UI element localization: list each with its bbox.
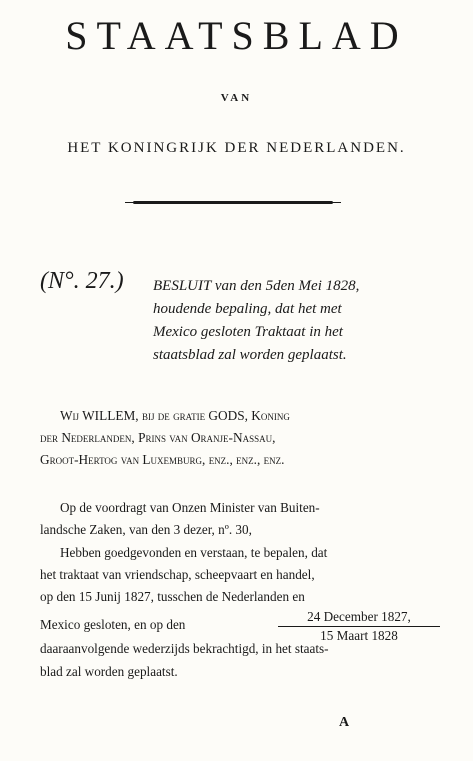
ratification-dates bbox=[278, 608, 440, 644]
publication-title: STAATSBLAD bbox=[65, 13, 408, 58]
body-line bbox=[40, 661, 440, 683]
decorative-rule bbox=[133, 201, 333, 204]
body-line-text: Op de voordragt van Onzen Minister van Buiten- bbox=[60, 500, 320, 515]
intro-line: Wij WILLEM, bij de gratie GODS, Koning bbox=[60, 408, 290, 423]
body-line bbox=[40, 586, 440, 608]
decree-line: Mexico gesloten Traktaat in het bbox=[153, 324, 343, 340]
body-line bbox=[40, 564, 440, 586]
body-line-text: op den 15 Junij 1827, tusschen de Nederlanden en bbox=[40, 589, 305, 605]
intro-line: Groot-Hertog van Luxemburg, enz., enz., enz. bbox=[40, 452, 285, 467]
decree-body bbox=[40, 497, 440, 683]
body-line-text: het traktaat van vriendschap, scheepvaart en handel, bbox=[40, 566, 315, 582]
body-line-text: Hebben goedgevonden en verstaan, te bepalen, dat bbox=[60, 544, 328, 560]
decree-line: BESLUIT van den 5den Mei 1828, bbox=[153, 278, 360, 294]
ratification-date-bottom: 15 Maart 1828 bbox=[320, 628, 398, 644]
body-line bbox=[40, 542, 440, 564]
body-line-text: daaraanvolgende wederzijds bekrachtigd, in het staats- bbox=[40, 641, 329, 657]
catchword: A bbox=[339, 715, 350, 730]
intro-line: der Nederlanden, Prins van Oranje-Nassau, bbox=[40, 430, 276, 445]
kingdom-heading: HET KONINGRIJK DER NEDERLANDEN. bbox=[67, 140, 406, 156]
date-fraction-line bbox=[40, 608, 440, 644]
royal-intro bbox=[40, 405, 438, 471]
body-line-text: landsche Zaken, van den 3 dezer, nº. 30, bbox=[40, 522, 252, 538]
body-line-text: blad zal worden geplaatst. bbox=[40, 663, 178, 679]
decree-line: houdende bepaling, dat het met bbox=[153, 301, 342, 317]
decree-line: staatsblad zal worden geplaatst. bbox=[153, 347, 347, 363]
body-line bbox=[40, 519, 440, 541]
ratification-date-top: 24 December 1827, bbox=[278, 608, 440, 627]
body-line bbox=[40, 497, 440, 519]
body-line-text: Mexico gesloten, en op den bbox=[40, 617, 186, 633]
decree-number: (N°. 27.) bbox=[40, 268, 124, 294]
decree-summary bbox=[153, 275, 453, 367]
title-connector: VAN bbox=[220, 92, 253, 104]
